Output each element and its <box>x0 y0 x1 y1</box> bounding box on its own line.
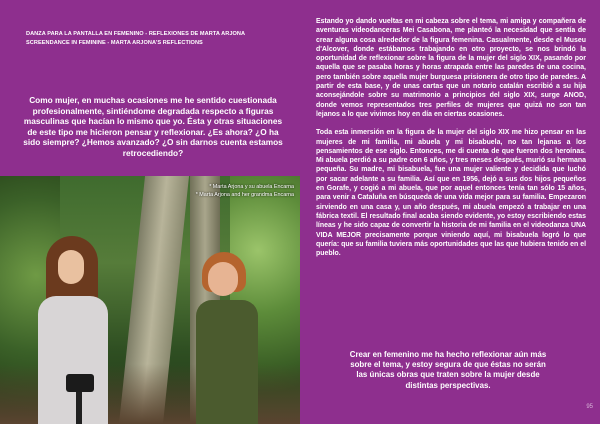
header-spanish: DANZA PARA LA PANTALLA EN FEMENINO - REFLEXIONES DE MARTA ARJONA <box>26 31 246 37</box>
page-number: 95 <box>586 404 593 410</box>
photo-marta-and-grandma <box>0 176 300 424</box>
body-paragraph-1: Estando yo dando vueltas en mi cabeza sobre el tema, mi amiga y compañera de aventuras videodanceras Mei Casabona, me planteó la necesidad que sentía de crear alguna cosa alrededor de la figura femenina. Casualmente, desde el Museu d'Alcover, donde estábamos trabajando en otro proyecto, se nos brindó la oportunidad de reflexionar sobre la figura de la mujer del siglo XIX, pasando por aquella que se pasaba horas y horas atrapada entre las paredes de una cocina, pero también sobre aquella mujer burguesa prisionera de otro tipo de paredes. A partir de esta base, y de unas cartas que un notario catalán escribió a su hija aconsejándole sobre su matrimonio a principios del siglo XIX, surge ANOD, donde vemos representados tres perfiles de mujeres que quizá no son tan lejanos a lo que vivimos hoy en día en ciertas ocasiones. <box>316 18 586 118</box>
header-english: SCREENDANCE IN FEMININE - MARTA ARJONA'S REFLECTIONS <box>26 40 203 46</box>
grandmother-figure <box>190 252 262 424</box>
intro-paragraph: Como mujer, en muchas ocasiones me he sentido cuestionada profesionalmente, sintiéndome degradada respecto a figuras masculinas que hacían lo mismo que yo. Ésta y otras situaciones de este tipo me hicieron pensar y reflexionar. ¿Es ahora? ¿O ha sido siempre? ¿Hemos avanzado? ¿O sin darnos cuenta estamos retrocediendo? <box>23 95 283 158</box>
article-body <box>316 17 586 258</box>
pull-quote: Crear en femenino me ha hecho reflexionar aún más sobre el tema, y estoy segura de que éstas no serán las únicas obras que traten sobre la mujer desde distintas perspectivas. <box>349 350 547 390</box>
camera-icon <box>66 374 94 392</box>
right-page <box>300 0 600 424</box>
title-una-vida-mejor: UNA VIDA MEJOR <box>316 222 586 239</box>
title-anod: ANOD <box>563 92 585 100</box>
body-paragraph-2: Toda esta inmersión en la figura de la mujer del siglo XIX me hizo pensar en las mujeres de mi familia, mi abuela y mi bisabuela, no tan lejanas a los pensamientos de ese siglo. Entonces, me di cuenta de que fueron dos heroínas. Mi abuela perdió a su padre con 6 años, y tres meses después, murió su hermana pequeña. Su madre, mi bisabuela, fue una mujer valiente y decidida que luchó por sacar adelante a su familia. Así que en 1956, dejó a sus dos hijos pequeños en Gorafe, y cogió a mi abuela, que por aquel entonces tenía tan sólo 15 años, para venir a Cataluña en búsqueda de una vida mejor para su familia. Empezaron sirviendo en una casa y, un año después, mi abuela empezó a trabajar en una fábrica textil. El resultado final acaba siendo evidente, yo estoy escribiendo estas líneas y he sido capaz de convertir la historia de mi familia en el videodanza UNA VIDA MEJOR precisamente porque viniendo aquí, mi bisabuela logró lo que quería: que su familia tuviera más oportunidades que las que hubiera tenido en el pueblo. <box>316 129 586 258</box>
section-header <box>26 30 245 48</box>
photo-caption <box>196 184 294 199</box>
woman-with-camera-figure <box>30 236 114 424</box>
caption-english: * Marta Arjona and her grandma Encarna <box>195 191 294 198</box>
caption-spanish: * Marta Arjona y su abuela Encarna <box>209 184 294 190</box>
